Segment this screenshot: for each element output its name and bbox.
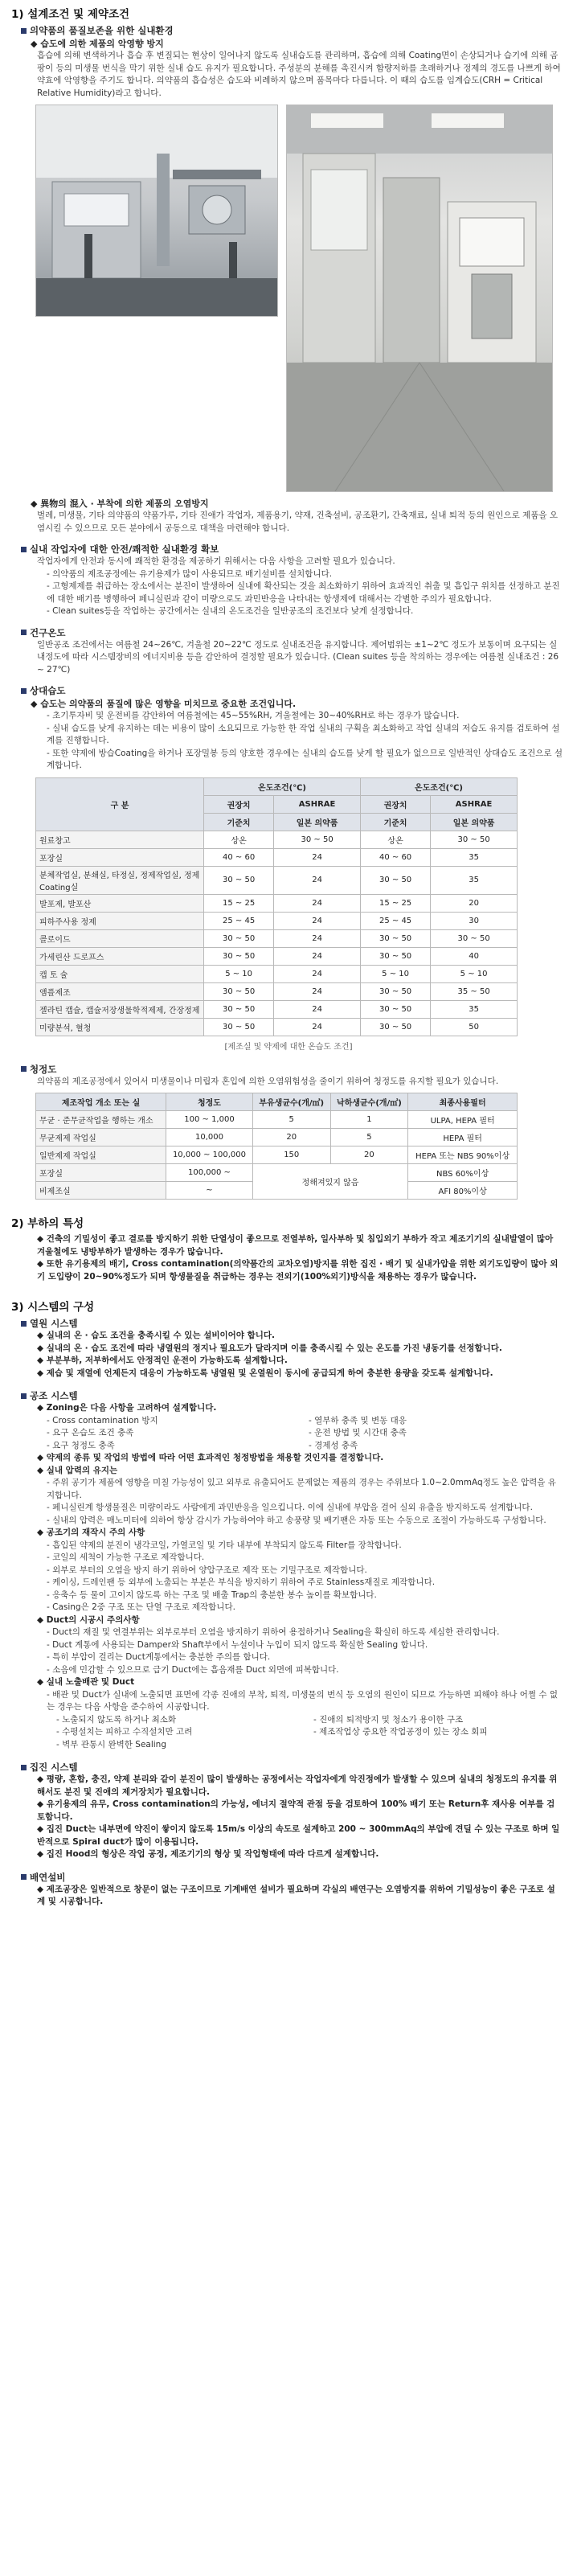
table-cell: 상온 xyxy=(204,831,274,848)
table-cell: 10,000 xyxy=(166,1129,253,1146)
exposed-right-col xyxy=(313,1714,571,1752)
table-cell: 30 ~ 50 xyxy=(204,1000,274,1018)
ahu-heading: ◆ 공조기의 재작시 주의 사항 xyxy=(37,1528,145,1537)
pressure-bullet-2: - 페니실린계 항생물질은 미량이라도 사람에게 과민반응을 일으킵니다. 이에 실내에 부압을 걸어 실외 유출을 방지하도록 설계합니다. xyxy=(47,1503,533,1512)
duct-bullet-3: - 특히 부압이 걸리는 Duct계통에서는 충분한 주의를 합니다. xyxy=(47,1652,271,1662)
paragraph-contamination: 벌레, 미생물, 기타 의약품의 약품가루, 기타 진애가 작업자, 제품용기, 약재, 건축설비, 공조환기, 간축재료, 실내 퇴적 등의 원인으로 제품을 오염시킬 수 있으므로 모든 분야에서 공동으로 대책을 마련해야 합니다. xyxy=(37,511,558,533)
pressure-bullet-1: - 주위 공기가 제품에 영향을 미칠 가능성이 있고 외부로 유출되어도 문제없는 제품의 경우는 주위보다 1.0~2.0mmAq정도 높은 압력을 유지합니다. xyxy=(47,1478,556,1500)
table-header-cell: ASHRAE xyxy=(431,795,518,813)
square-bullet-icon xyxy=(21,1765,27,1770)
table-cell: 20 xyxy=(330,1146,408,1164)
zoning-heading: ◆ Zoning은 다음 사항을 고려하여 설계합니다. xyxy=(37,1403,217,1413)
square-bullet-icon xyxy=(21,28,27,34)
subsection-dry-bulb xyxy=(6,626,571,639)
ahu-bullet-5: - 응축수 등 물이 고이지 않도록 하는 구조 및 배출 Trap의 충분한 봉수 높이를 확보합니다. xyxy=(47,1589,377,1600)
table-cell: 비제조실 xyxy=(36,1182,166,1200)
table-cell: 24 xyxy=(274,912,361,929)
table-cell: 30 ~ 50 xyxy=(431,929,518,947)
duct-bullet-2: - Duct 계통에 사용되는 Damper와 Shaft부에서 누설이나 누입이 되지 않도록 확실한 Sealing 합니다. xyxy=(47,1639,428,1650)
table-cell: 5 xyxy=(330,1129,408,1146)
table-cell: 상온 xyxy=(360,831,430,848)
table-cell: 포장실 xyxy=(36,1164,166,1182)
table-cell: 24 xyxy=(274,929,361,947)
table-cell: 30 ~ 50 xyxy=(274,831,361,848)
table-cell: 35 xyxy=(431,866,518,894)
table-cell: 일반제제 작업실 xyxy=(36,1146,166,1164)
table-cell: 30 ~ 50 xyxy=(204,1018,274,1036)
subsection-label: 실내 작업자에 대한 안전/쾌적한 실내환경 확보 xyxy=(30,544,219,555)
rh-bullet-3: - 또한 약제에 방습Coating을 하거나 포장밀봉 등의 양호한 경우에는 실내의 습도를 낮게 할 필요가 없으므로 일반적인 상대습도 조건으로 설계합니다. xyxy=(47,748,563,770)
table-row xyxy=(36,831,518,848)
dust-item-1: ◆ 평량, 혼합, 충진, 약제 분리와 같이 분진이 많이 발생하는 공정에서는 작업자에게 악진정에가 발생할 수 있으며 실내의 청정도의 유지를 위해서도 분진 및 진애의 제거장치가 필요합니다. xyxy=(37,1774,558,1797)
square-bullet-icon xyxy=(21,1393,27,1399)
table-cell: 젤라틴 캡슐, 캡슐저장생물학적제제, 간장정제 xyxy=(36,1000,204,1018)
pressure-bullet-3: - 실내의 압력은 매노미터에 의하여 항상 감시가 가능하여야 하고 송풍량 및 배기팬은 자동 또는 수동으로 조절이 가능하도록 구성합니다. xyxy=(47,1515,546,1525)
duct-bullet-1: - Duct의 재질 및 연결부위는 외부로부터 오염을 방지하기 위하여 용접하거나 Sealing을 확실히 하도록 세심한 관리합니다. xyxy=(47,1627,500,1637)
square-bullet-icon xyxy=(21,1874,27,1880)
table-cell: ULPA, HEPA 필터 xyxy=(408,1111,518,1129)
ahu-bullet-2: - 코일의 세척이 가능한 구조로 제작합니다. xyxy=(47,1553,205,1562)
table-cell: 30 ~ 50 xyxy=(360,982,430,1000)
table-cell: 30 ~ 50 xyxy=(360,947,430,965)
cleanliness-table xyxy=(35,1093,518,1200)
list-item: - 열부하 충족 및 변동 대응 xyxy=(309,1415,407,1425)
section-3-title: 3) 시스템의 구성 xyxy=(11,1301,95,1314)
diamond-heading-humidity: ◆ 습도에 의한 제품의 악영향 방지 xyxy=(31,39,164,49)
zoning-left-col xyxy=(47,1415,309,1453)
dust-item-4: ◆ 집진 Hood의 형상은 작업 공정, 제조기기의 형상 및 작업형태에 따라 다르게 설계합니다. xyxy=(37,1849,379,1859)
table-header-cell: ASHRAE xyxy=(274,795,361,813)
subsection-relative-humidity xyxy=(6,684,571,697)
list-item: - Cross contamination 방지 xyxy=(47,1415,158,1425)
table-cell: 무균 · 준무균작업을 행하는 개소 xyxy=(36,1111,166,1129)
lab-equipment-photo xyxy=(35,105,278,317)
exposed-heading: ◆ 실내 노출배관 및 Duct xyxy=(37,1677,135,1687)
table-cell: 150 xyxy=(252,1146,330,1164)
load-paragraph-2: ◆ 또한 유기용제의 배기, Cross contamination(의약품간의 교차오염)방지를 위한 집진 · 배기 및 실내가압을 위한 외기도입량이 많아 외기 도입량이 20~90%정도가 되며 항생물질을 취급하는 경우는 전외기(100%외기)방식을 채용하는 경우가 많습니다. xyxy=(37,1259,559,1282)
table-header-cell: 온도조건(℃) xyxy=(360,777,517,795)
diamond-heading-contamination: ◆ 異物의 混入 · 부착에 의한 제품의 오염방지 xyxy=(31,498,209,509)
table-cell: 40 xyxy=(431,947,518,965)
ahu-bullet-6: - Casing은 2중 구조 또는 단열 구조로 제작합니다. xyxy=(47,1602,235,1612)
table-row xyxy=(36,965,518,982)
table-row xyxy=(36,866,518,894)
table-cell: ~ xyxy=(166,1182,253,1200)
table-row xyxy=(36,982,518,1000)
table-header-cell: 권장치 xyxy=(360,795,430,813)
list-item: - 진애의 퇴적방지 및 청소가 용이한 구조 xyxy=(313,1714,464,1725)
table-cell: 5 ~ 10 xyxy=(431,965,518,982)
table-cell: HEPA 필터 xyxy=(408,1129,518,1146)
table-header-cell: 일본 의약품 xyxy=(274,813,361,831)
subsection-label: 건구온도 xyxy=(30,626,66,638)
table-cell: 24 xyxy=(274,848,361,866)
table-cell: 30 ~ 50 xyxy=(204,929,274,947)
table-cell: 5 ~ 10 xyxy=(204,965,274,982)
subsection-label: 공조 시스템 xyxy=(30,1390,78,1401)
table-cell: 40 ~ 60 xyxy=(204,848,274,866)
section-2-title: 2) 부하의 특성 xyxy=(11,1217,84,1230)
table-cell: 35 xyxy=(431,1000,518,1018)
table-cell: 30 ~ 50 xyxy=(431,831,518,848)
square-bullet-icon xyxy=(21,547,27,552)
load-paragraph-1: ◆ 건축의 기밀성이 좋고 결로를 방지하기 위한 단열성이 좋으므로 전열부하, 일사부하 및 침입외기 부하가 작고 제조기기의 실내발열이 많아 겨울철에도 냉방부하가 발생하는 경우가 많습니다. xyxy=(37,1234,554,1257)
table-cell: 24 xyxy=(274,866,361,894)
table-cell: 24 xyxy=(274,982,361,1000)
paragraph-worker-intro: 작업자에게 안전과 동시에 쾌적한 환경을 제공하기 위해서는 다음 사항을 고려할 필요가 있습니다. xyxy=(37,556,395,566)
table-cell: 1 xyxy=(330,1111,408,1129)
table-cell: NBS 60%이상 xyxy=(408,1164,518,1182)
duct-bullet-4: - 소음에 민감할 수 있으므로 급기 Duct에는 흡음재를 Duct 외면에 피복합니다. xyxy=(47,1664,339,1675)
table-header-row xyxy=(36,777,518,795)
paragraph-cleanliness: 의약품의 제조공정에서 있어서 미생물이나 미립자 혼입에 의한 오염위험성을 줄이기 위하여 청정도를 유지할 필요가 있습니다. xyxy=(37,1076,499,1086)
table-cell: 앰플제조 xyxy=(36,982,204,1000)
table-cell: 30 ~ 50 xyxy=(360,866,430,894)
exposed-list xyxy=(6,1714,571,1752)
list-item: - 제조작업상 중요한 작업공정이 있는 장소 회피 xyxy=(313,1727,488,1737)
table-cell: 5 xyxy=(252,1111,330,1129)
smoke-item-1: ◆ 제조공장은 일반적으로 창문이 없는 구조이므로 기계배연 설비가 필요하며 각실의 배연구는 오염방지를 위하여 기밀성능이 좋은 구조로 설계 및 시공합니다. xyxy=(37,1884,555,1906)
table-header-cell: 제조작업 개소 또는 실 xyxy=(36,1093,166,1111)
table-cell: 30 xyxy=(431,912,518,929)
table-cell: 100,000 ~ xyxy=(166,1164,253,1182)
table-cell: 24 xyxy=(274,1018,361,1036)
heat-item-3: ◆ 부분부하, 저부하에서도 안정적인 운전이 가능하도록 설계합니다. xyxy=(37,1356,288,1365)
table-row xyxy=(36,1000,518,1018)
list-item: - 요구 청정도 충족 xyxy=(47,1440,115,1450)
table-cell: 35 ~ 50 xyxy=(431,982,518,1000)
table-header-cell: 청정도 xyxy=(166,1093,253,1111)
rh-bullet-1: - 초기투자비 및 운전비를 감안하여 여름철에는 45~55%RH, 겨울철에는 30~40%RH로 하는 경우가 많습니다. xyxy=(47,711,460,720)
subsection-dust-collection xyxy=(6,1761,571,1774)
table-cell: 30 ~ 50 xyxy=(204,866,274,894)
subsection-hvac xyxy=(6,1389,571,1402)
table-cell: 15 ~ 25 xyxy=(360,894,430,912)
table-header-cell: 최종사용필터 xyxy=(408,1093,518,1111)
table-row xyxy=(36,1164,518,1182)
cleanroom-corridor-photo xyxy=(286,105,553,492)
list-item: - 노출되지 않도록 하거나 최소화 xyxy=(56,1714,176,1725)
subsection-quality-env xyxy=(6,24,571,37)
subsection-label: 집진 시스템 xyxy=(30,1762,78,1773)
table-cell: 30 ~ 50 xyxy=(360,1018,430,1036)
subsection-cleanliness xyxy=(6,1063,571,1076)
table-cell: 15 ~ 25 xyxy=(204,894,274,912)
square-bullet-icon xyxy=(21,1321,27,1327)
paragraph-humidity: 흡습에 의해 변색하거나 흡습 후 변질되는 현상이 일어나지 않도록 실내습도를 관리하며, 흡습에 의해 Coating면이 손상되거나 습기에 의해 곰팡이 등의 미생물 번식을 막기 위한 실내 습도 유지가 필요합니다. 주성분의 분해를 촉진시켜 함량저하를 초래하거나 정제의 경도를 나쁘게 하여 약효에 악영향을 주기도 합니다. 의약품의 흡습성은 습도와 비례하지 않으며 품목마다 다릅니다. 이 때의 습도를 임계습도(CRH = Critical Relative Humidity)라고 합니다. xyxy=(37,51,561,98)
table-cell: 24 xyxy=(274,947,361,965)
table-header-cell: 낙하생균수(개/㎡) xyxy=(330,1093,408,1111)
table-cell: 35 xyxy=(431,848,518,866)
table-header-cell: 기준치 xyxy=(204,813,274,831)
table-cell: 30 ~ 50 xyxy=(360,929,430,947)
table-cell: 30 ~ 50 xyxy=(204,947,274,965)
table-cell: 5 ~ 10 xyxy=(360,965,430,982)
table-cell: 가세린산 드로프스 xyxy=(36,947,204,965)
worker-bullet-3: - Clean suites등을 작업하는 공간에서는 실내의 온도조건을 일반공조의 조건보다 낮게 설정합니다. xyxy=(47,606,414,616)
duct-heading: ◆ Duct의 시공시 주의사항 xyxy=(37,1614,140,1625)
table-cell: AFI 80%이상 xyxy=(408,1182,518,1200)
ahu-bullet-3: - 외부로 부터의 오염을 방지 하기 위하여 양압구조로 제작 또는 기밀구조로 제작합니다. xyxy=(47,1565,367,1575)
subsection-label: 청정도 xyxy=(30,1063,57,1075)
table-caption: [제조실 및 약제에 대한 온습도 조건] xyxy=(224,1042,353,1052)
subsection-smoke-exhaust xyxy=(6,1871,571,1884)
table-cell: 30 ~ 50 xyxy=(360,1000,430,1018)
table-header-cell: 온도조건(℃) xyxy=(204,777,361,795)
cleanroom-illustration xyxy=(287,105,552,491)
zoning-list xyxy=(6,1415,571,1453)
section-1-title: 1) 설계조건 및 제약조건 xyxy=(11,8,130,21)
pressure-heading: ◆ 실내 압력의 유지는 xyxy=(37,1465,118,1475)
diamond-heading-rh: ◆ 습도는 의약품의 품질에 많은 영향을 미치므로 중요한 조건입니다. xyxy=(31,699,297,709)
table-cell: 100 ~ 1,000 xyxy=(166,1111,253,1129)
exposed-bullet-1: - 배관 및 Duct가 실내에 노출되면 표면에 각종 진애의 부착, 퇴적, 미생물의 번식 등 오염의 원인이 되므로 가능하면 피해야 하나 어쩔 수 없는 경우는 다음 사항을 준수하여 시공합니다. xyxy=(47,1689,558,1712)
rh-bullet-2: - 실내 습도를 낮게 유지하는 데는 비용이 많이 소요되므로 가능한 한 작업 실내의 구획을 최소화하고 작업 실내의 저습도 유지를 검토하여 설계를 진행합니다. xyxy=(47,723,560,745)
table-header-row xyxy=(36,1093,518,1111)
table-cell: 콜로이드 xyxy=(36,929,204,947)
photo-row xyxy=(35,105,571,492)
table-cell: 24 xyxy=(274,1000,361,1018)
dust-item-2: ◆ 유기용제의 유무, Cross contamination의 가능성, 에너지 절약적 관점 등을 검토하여 100% 배기 또는 Return후 재사용 여부를 검토합니다. xyxy=(37,1799,555,1822)
list-item: - 수평설치는 피하고 수직설치만 고려 xyxy=(56,1727,193,1737)
table-cell: 25 ~ 45 xyxy=(204,912,274,929)
square-bullet-icon xyxy=(21,630,27,635)
subsection-heat-source xyxy=(6,1317,571,1330)
worker-bullet-2: - 고형제제를 취급하는 장소에서는 분진이 발생하여 실내에 확산되는 것을 최소화하기 위하여 효과적인 취출 및 흡입구 위치를 선정하고 분진에 대한 배기를 병행하여 페니실린과 같이 미량으로도 과민반응을 나타내는 항생제에 대해서는 각별한 주의가 필요합니다. xyxy=(47,581,560,604)
subsection-worker-env xyxy=(6,543,571,556)
table-cell: 20 xyxy=(252,1129,330,1146)
subsection-label: 상대습도 xyxy=(30,685,66,696)
paragraph-dry-bulb: 일반공조 조건에서는 여름철 24~26℃, 겨울철 20~22℃ 정도로 실내조건을 유지합니다. 제어범위는 ±1~2℃ 정도가 보통이며 요구되는 실내정도에 따라 시스템장비의 에너지비용 등을 감안하여 결정할 필요가 있습니다. (Clean suites 등을 착의하는 경우에는 여름철 실내조건 : 26 ~ 27℃) xyxy=(37,639,559,675)
table-row xyxy=(36,929,518,947)
table-cell: 24 xyxy=(274,894,361,912)
table-header-cell: 부유생균수(개/㎥) xyxy=(252,1093,330,1111)
table-cell: 무균제제 작업실 xyxy=(36,1129,166,1146)
subsection-label: 열원 시스템 xyxy=(30,1318,78,1329)
list-item: - 벽부 관통시 완벽한 Sealing xyxy=(56,1739,166,1749)
table-row xyxy=(36,1129,518,1146)
list-item: - 요구 온습도 조건 충족 xyxy=(47,1428,134,1438)
table-row xyxy=(36,947,518,965)
heat-item-4: ◆ 제습 및 재열에 언제든지 대응이 가능하도록 냉열원 및 온열원이 동시에 공급되게 하여 충분한 용량을 갖도록 설계합니다. xyxy=(37,1368,493,1378)
table-header-cell: 일본 의약품 xyxy=(431,813,518,831)
table-cell: 25 ~ 45 xyxy=(360,912,430,929)
table-cell: 분체작업실, 분쇄실, 타정실, 정제작업실, 정제 Coating실 xyxy=(36,866,204,894)
table-header-cell: 구 분 xyxy=(36,777,204,831)
zoning-right-col xyxy=(309,1415,571,1453)
subsection-label: 의약품의 품질보존을 위한 실내환경 xyxy=(30,25,174,36)
table-cell: 24 xyxy=(274,965,361,982)
table-cell: 40 ~ 60 xyxy=(360,848,430,866)
temp-humidity-table xyxy=(35,777,518,1036)
subsection-label: 배연설비 xyxy=(30,1871,66,1883)
table-row xyxy=(36,1111,518,1129)
table-cell: 정해져있지 않음 xyxy=(252,1164,407,1200)
table-row xyxy=(36,894,518,912)
list-item: - 운전 방법 및 시간대 충족 xyxy=(309,1428,407,1438)
table-header-cell: 권장치 xyxy=(204,795,274,813)
heat-item-1: ◆ 실내의 온 · 습도 조건을 충족시킬 수 있는 설비이어야 합니다. xyxy=(37,1331,276,1340)
table-cell: 50 xyxy=(431,1018,518,1036)
table-cell: 30 ~ 50 xyxy=(204,982,274,1000)
lab-equipment-illustration xyxy=(36,105,277,316)
table-header-cell: 기준치 xyxy=(360,813,430,831)
table-cell: HEPA 또는 NBS 90%이상 xyxy=(408,1146,518,1164)
dust-item-3: ◆ 집진 Duct는 내부면에 약진이 쌓이지 않도록 15m/s 이상의 속도로 설계하고 200 ~ 300mmAq의 부압에 견딜 수 있는 구조로 하며 일반적으로 Spiral duct가 많이 이용됩니다. xyxy=(37,1824,560,1847)
table-cell: 캡 토 슐 xyxy=(36,965,204,982)
heat-item-2: ◆ 실내의 온 · 습도 조건에 따라 냉열원의 정지나 필요도가 달라지며 이를 충족시킬 수 있는 온도를 가진 냉동기를 선정합니다. xyxy=(37,1343,502,1353)
table-row xyxy=(36,912,518,929)
ahu-bullet-1: - 흡입된 약제의 분진이 냉각코일, 가열코일 및 기타 내부에 부착되지 않도록 Filter를 장착합니다. xyxy=(47,1540,402,1550)
worker-bullet-1: - 의약품의 제조공정에는 유기용제가 많이 사용되므로 배기설비를 설치합니다. xyxy=(47,568,333,579)
square-bullet-icon xyxy=(21,1066,27,1072)
table-cell: 미량분석, 혈청 xyxy=(36,1018,204,1036)
table-row xyxy=(36,848,518,866)
table-row xyxy=(36,1018,518,1036)
table-cell: 10,000 ~ 100,000 xyxy=(166,1146,253,1164)
table-row xyxy=(36,1146,518,1164)
ahu-bullet-4: - 케이싱, 드레인팬 등 외부에 노출되는 부분은 부식을 방지하기 위하여 주로 Stainless재질로 제작합니다. xyxy=(47,1577,436,1587)
table-cell: 20 xyxy=(431,894,518,912)
square-bullet-icon xyxy=(21,688,27,694)
table-cell: 포장실 xyxy=(36,848,204,866)
table-cell: 피하주사용 정제 xyxy=(36,912,204,929)
clean-method-heading: ◆ 약제의 종류 및 작업의 방법에 따라 어떤 효과적인 청정방법을 채용할 것인지를 결정합니다. xyxy=(37,1453,384,1462)
table-cell: 원료창고 xyxy=(36,831,204,848)
table-cell: 발포제, 발포산 xyxy=(36,894,204,912)
list-item: - 경제성 충족 xyxy=(309,1440,358,1450)
exposed-left-col xyxy=(56,1714,313,1752)
